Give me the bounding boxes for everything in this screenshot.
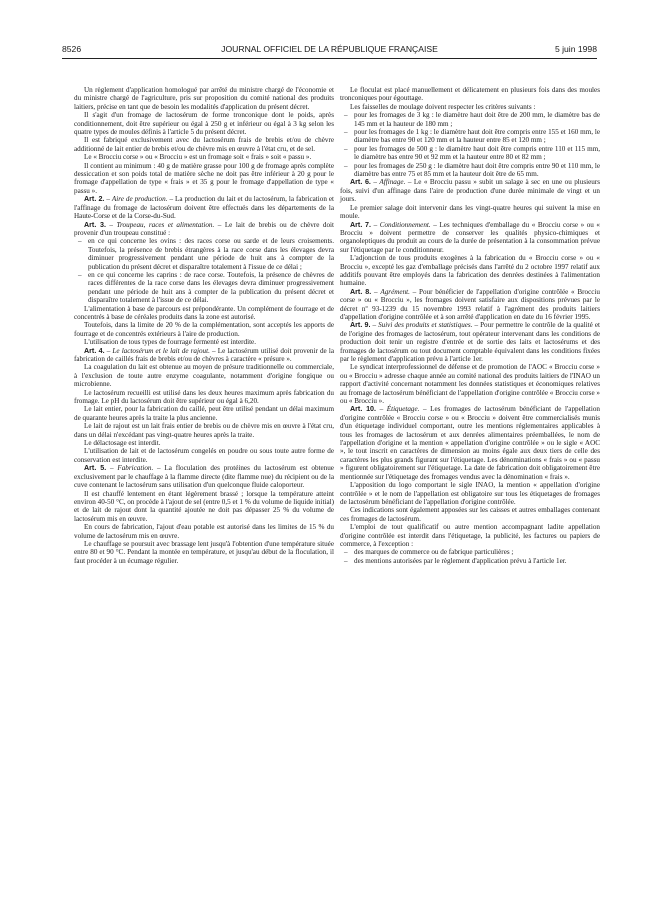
article-10: Art. 10. – Étiquetage. – Les fromages de lactosérum bénéficiant de l'appellation d'origine contrôlée « Brocciu corse » ou « Brocciu » doivent être commercialisés munis d'un étiquetage individuel comportant, outre les mentions réglementaires applicables à tous les fromages de lactosérum et aux denrées alimentaires préemballées, le nom de l'appellation d'origine et la mention « appellation d'origine contrôlée » ou le sigle « AOC », le tout inscrit en caractères de dimension au moins égale aux deux tiers de celle des caractères les plus grands figurant sur l'étiquetage. Les dénominations « frais » ou « passu » figurent obligatoirement sur l'étiquetage. La date de fabrication doit obligatoirement être mentionnée sur l'étiquetage des fromages vendus avec la dénomination « frais ». (340, 405, 600, 481)
article-text: – La floculation des protéines du lactosérum est obtenue exclusivement par le chauffage à la flamme directe (dite flamme nue) du récipient ou de la cuve contenant le lactosérum sans utilisation d'un quelconque fluide caloporteur. (74, 464, 334, 490)
article-text: – Le lactosérum utilisé doit provenir de la fabrication de caillés frais de brebis et/ou de chèvres à caractère « présure ». (74, 346, 334, 363)
article-number: Art. 5. (84, 464, 107, 473)
article-number: Art. 4. (84, 346, 105, 355)
article-3: Art. 3. – Troupeau, races et alimentation. – Le lait de brebis ou de chèvre doit provenir d'un troupeau constitué : (74, 220, 334, 237)
article-8: Art. 8. – Agrément. – Pour bénéficier de l'appellation d'origine contrôlée « Brocciu corse » ou « Brocciu », les fromages doivent satisfaire aux dispositions prévues par le décret nº 93-1239 du 15 novembre 1993 relatif à l'agrément des produits laitiers d'appellation d'origine contrôlée et à son arrêté d'application en date du 16 février 1995. (340, 287, 601, 321)
article-title: Conditionnement. (379, 220, 431, 229)
left-column (74, 86, 334, 565)
list-item: – en ce qui concerne les caprins : de race corse. Toutefois, la présence de chèvres de races différentes de la race corse dans les élevages devra diminuer progressivement pendant une période de huit ans à compter de la publication du présent décret et disparaître totalement à l'issue de ce délai. (78, 270, 334, 305)
article-title: Affinage. (379, 178, 406, 187)
article-title: Suivi des produits et statistiques. (378, 321, 473, 330)
list (340, 111, 600, 178)
header-rule (62, 58, 597, 59)
article-text: – Les fromages de lactosérum bénéficiant de l'appellation d'origine contrôlée « Brocciu corse » ou « Brocciu » doivent être commercialisés munis d'un étiquetage individuel comportant, outre les mentions réglementaires applicables à tous les fromages de lactosérum et aux denrées alimentaires préemballées, le nom de l'appellation d'origine et la mention « appellation d'origine contrôlée » ou le sigle « AOC », le tout inscrit en caractères de dimension au moins égale aux deux tiers de celle des caractères les plus grands figurant sur l'étiquetage. Les dénominations « frais » ou « passu » figurent obligatoirement sur l'étiquetage. La date de fabrication doit obligatoirement être mentionnée sur l'étiquetage des fromages vendus avec la dénomination « frais ». (340, 405, 600, 481)
article-title: Aire de production. (111, 195, 168, 204)
article-6: Art. 6. – Affinage. – Le « Brocciu passu » subit un salage à sec en une ou plusieurs fois, suivi d'un affinage dans l'aire de production d'une durée minimale de vingt et un jours. (340, 178, 600, 204)
right-column (340, 86, 600, 565)
article-title: Troupeau, races et alimentation. (116, 220, 215, 229)
article-number: Art. 10. (350, 405, 376, 414)
article-text: – Pour bénéficier de l'appellation d'origine contrôlée « Brocciu corse » ou « Brocciu », les fromages doivent satisfaire aux dispositions prévues par le décret nº 93-1239 du 15 novembre 1993 relatif à l'agrément des produits laitiers d'appellation d'origine contrôlée et à son arrêté d'application en date du 16 février 1995. (340, 287, 601, 321)
article-9: Art. 9. – Suivi des produits et statistiques. – Pour permettre le contrôle de la qualité et de l'origine des fromages de lactosérum, tout opérateur intervenant dans les conditions de production doit tenir un registre d'entrée et de sortie des laits et lactosérums et des fromages de lactosérum ou tout document comptable équivalent dans les conditions fixées par le règlement d'application prévu à l'article 1er. (340, 321, 600, 363)
paragraph: En cours de fabrication, l'ajout d'eau potable est autorisé dans les limites de 15 % du volume de lactosérum mis en œuvre. (74, 523, 334, 540)
article-4: Art. 4. – Le lactosérum et le lait de rajout. – Le lactosérum utilisé doit provenir de la fabrication de caillés frais de brebis et/ou de chèvres à caractère « présure ». (74, 346, 334, 363)
paragraph: L'utilisation de tous types de fourrage fermenté est interdite. (84, 338, 257, 347)
paragraph: Il s'agit d'un fromage de lactosérum de forme tronconique dont le poids, après conditionnement, doit être supérieur ou égal à 250 g et inférieur ou égal à 3 kg selon les quatre types de moules définis à l'article 5 du présent décret. (74, 111, 334, 137)
paragraph: Le syndicat interprofessionnel de défense et de promotion de l'AOC « Brocciu corse » ou « Brocciu » adresse chaque année au comité national des produits laitiers de l'INAO un rapport d'activité concernant notamment les données statistiques et économiques relatives au fromage de lactosérum bénéficiant de l'appellation d'origine contrôlée « Brocciu corse » ou « Brocciu ». (340, 363, 600, 406)
paragraph: Un règlement d'application homologué par arrêté du ministre chargé de l'économie et du ministre chargé de l'agriculture, pris sur proposition du comité national des produits laitiers, précise en tant que de besoin les modalités d'application du présent décret. (74, 86, 334, 111)
list-item: – pour les fromages de 250 g : le diamètre haut doit être compris entre 90 et 110 mm, le diamètre bas entre 75 et 85 mm et la hauteur doit être de 65 mm. (344, 161, 600, 179)
journal-title: JOURNAL OFFICIEL DE LA RÉPUBLIQUE FRANÇAISE (221, 44, 438, 54)
article-7: Art. 7. – Conditionnement. – Les techniques d'emballage du « Brocciu corse » ou « Brocciu » doivent permettre de conserver les qualités physico-chimiques et organoleptiques du produit au cours de la durée de présentation à la consommation prévue sur l'étiquetage par le conditionneur. (340, 220, 600, 254)
article-5: Art. 5. – Fabrication. – La floculation des protéines du lactosérum est obtenue exclusivement par le chauffage à la flamme directe (dite flamme nue) du récipient ou de la cuve contenant le lactosérum sans utilisation d'un quelconque fluide caloporteur. (74, 464, 334, 490)
paragraph: Il contient au minimum : 40 g de matière grasse pour 100 g de fromage après complète dessiccation et son poids total de matière sèche ne doit pas être inférieur à 20 g pour le fromage d'appellation de type « frais » et 35 g pour le fromage d'appellation de type « passu ». (74, 161, 334, 195)
list-item: – des mentions autorisées par le règlement d'application prévu à l'article 1er. (344, 556, 567, 565)
paragraph: Il est chauffé lentement en étant légèrement brassé ; lorsque la température atteint environ 40-50 °C, on procède à l'ajout de sel (entre 0,5 et 1 % du volume de liquide initial) et de lait de rajout dont la quantité ajoutée ne doit pas dépasser 25 % du volume de lactosérum mis en œuvre. (74, 489, 334, 523)
article-number: Art. 6. (350, 178, 371, 187)
paragraph: La coagulation du lait est obtenue au moyen de présure traditionnelle ou commerciale, à l'exclusion de toute autre enzyme coagulante, notamment d'origine fongique ou microbienne. (74, 363, 334, 389)
article-title: Le lactosérum et le lait de rajout. (112, 346, 210, 355)
paragraph: L'utilisation de lait et de lactosérum congelés en poudre ou sous toute autre forme de conservation est interdite. (74, 447, 334, 464)
article-number: Art. 3. (84, 220, 106, 229)
article-number: Art. 2. (84, 195, 105, 204)
paragraph: L'emploi de tout qualificatif ou autre mention accompagnant ladite appellation d'origine contrôlée est interdit dans l'étiquetage, la publicité, les factures ou papiers de commerce, à l'exception : (340, 523, 600, 548)
paragraph: L'apposition du logo comportant le sigle INAO, la mention « appellation d'origine contrôlée » et le nom de l'appellation est obligatoire sur tous les étiquetages de fromages de lactosérum bénéficiant de l'appellation d'origine contrôlée. (340, 481, 600, 506)
paragraph: Le chauffage se poursuit avec brassage lent jusqu'à l'obtention d'une température située entre 80 et 90 °C. Pendant la montée en température, et jusqu'au début de la floculation, il faut procéder à un écumage régulier. (74, 539, 334, 565)
article-text: – Les techniques d'emballage du « Brocciu corse » ou « Brocciu » doivent permettre de conserver les qualités physico-chimiques et organoleptiques du produit au cours de la durée de présentation à la consommation prévue sur l'étiquetage par le conditionneur. (340, 220, 600, 254)
page-header (62, 44, 597, 58)
paragraph: Le lait de rajout est un lait frais entier de brebis ou de chèvre mis en œuvre à l'état cru, dans un délai n'excédant pas vingt-quatre heures après la traite. (74, 422, 334, 439)
paragraph: Toutefois, dans la limite de 20 % de la complémentation, sont acceptés les apports de fourrage et de concentrés extérieurs à l'aire de production. (74, 321, 334, 338)
article-number: Art. 8. (350, 287, 372, 296)
paragraph: Les faisselles de moulage doivent respecter les critères suivants : (350, 102, 536, 111)
issue-date: 5 juin 1998 (554, 44, 597, 54)
list-item: – des marques de commerce ou de fabrique particulières ; (344, 548, 514, 557)
list-item: – en ce qui concerne les ovins : des races corse ou sarde et de leurs croisements. Toutefois, la présence de brebis étrangères à la race corse dans les élevages devra diminuer progressivement pendant une période de huit ans à compter de la publication du présent décret et disparaître totalement à l'issue de ce délai ; (78, 237, 334, 271)
article-text: – Pour permettre le contrôle de la qualité et de l'origine des fromages de lactosérum, tout opérateur intervenant dans les conditions de production doit tenir un registre d'entrée et de sortie des laits et lactosérums et des fromages de lactosérum ou tout document comptable équivalent dans les conditions fixées par le règlement d'application prévu à l'article 1er. (340, 321, 600, 363)
article-text: – Le lait de brebis ou de chèvre doit provenir d'un troupeau constitué : (74, 220, 334, 237)
paragraph: Le lait entier, pour la fabrication du caillé, peut être utilisé pendant un délai maximum de quarante heures après la traite la plus ancienne. (74, 405, 334, 422)
article-number: Art. 9. (350, 321, 371, 330)
article-2: Art. 2. – Aire de production. – La production du lait et du lactosérum, la fabrication et l'affinage du fromage de lactosérum doivent être effectués dans les départements de la Haute-Corse et de la Corse-du-Sud. (74, 195, 335, 221)
paragraph: L'adjonction de tous produits exogènes à la fabrication du « Brocciu corse » ou « Brocciu », excepté les gaz d'emballage précisés dans l'arrêté du 2 octobre 1997 relatif aux additifs pouvant être employés dans la fabrication des denrées destinées à l'alimentation humaine. (340, 254, 600, 288)
paragraph: L'alimentation à base de parcours est prépondérante. Un complément de fourrage et de concentrés à base de céréales produits dans la zone est autorisé. (74, 304, 334, 321)
paragraph: Il est fabriqué exclusivement avec du lactosérum frais de brebis et/ou de chèvre additionné de lait entier de brebis et/ou de chèvre mis en œuvre à l'état cru, et de sel. (74, 136, 334, 153)
paragraph: Le « Brocciu corse » ou « Brocciu » est un fromage soit « frais » soit « passu ». (84, 153, 312, 162)
page-number: 8526 (62, 44, 82, 54)
list-item: – pour les fromages de 1 kg : le diamètre haut doit être compris entre 155 et 160 mm, le diamètre bas entre 90 et 120 mm et la hauteur entre 85 et 120 mm ; (344, 128, 600, 145)
list-item: – pour les fromages de 500 g : le diamètre haut doit être compris entre 110 et 115 mm, le diamètre bas entre 90 et 92 mm et la hauteur entre 80 et 82 mm ; (344, 144, 600, 162)
article-title: Agrément. (380, 287, 410, 296)
article-title: Étiquetage. (386, 405, 420, 414)
paragraph: Le floculat est placé manuellement et délicatement en plusieurs fois dans des moules tronconiques pour égouttage. (340, 86, 600, 103)
paragraph: Le délactosage est interdit. (84, 439, 161, 448)
article-text: – La production du lait et du lactosérum, la fabrication et l'affinage du fromage de lactosérum doivent être effectués dans les départements de la Haute-Corse et de la Corse-du-Sud. (74, 195, 335, 221)
article-number: Art. 7. (350, 220, 372, 229)
article-title: Fabrication. (117, 464, 154, 473)
paragraph: Le lactosérum recueilli est utilisé dans les deux heures maximum après fabrication du fromage. Le pH du lactosérum doit être supérieur ou égal à 6,20. (74, 388, 334, 406)
list (74, 237, 334, 304)
list (340, 548, 600, 565)
paragraph: Ces indications sont également apposées sur les caisses et autres emballages contenant ces fromages de lactosérum. (340, 506, 600, 523)
article-text: – Le « Brocciu passu » subit un salage à sec en une ou plusieurs fois, suivi d'un affinage dans l'aire de production d'une durée minimale de vingt et un jours. (340, 178, 600, 204)
paragraph: Le premier salage doit intervenir dans les vingt-quatre heures qui suivent la mise en moule. (340, 203, 600, 221)
list-item: – pour les fromages de 3 kg : le diamètre haut doit être de 200 mm, le diamètre bas de 145 mm et la hauteur de 180 mm ; (344, 111, 600, 128)
